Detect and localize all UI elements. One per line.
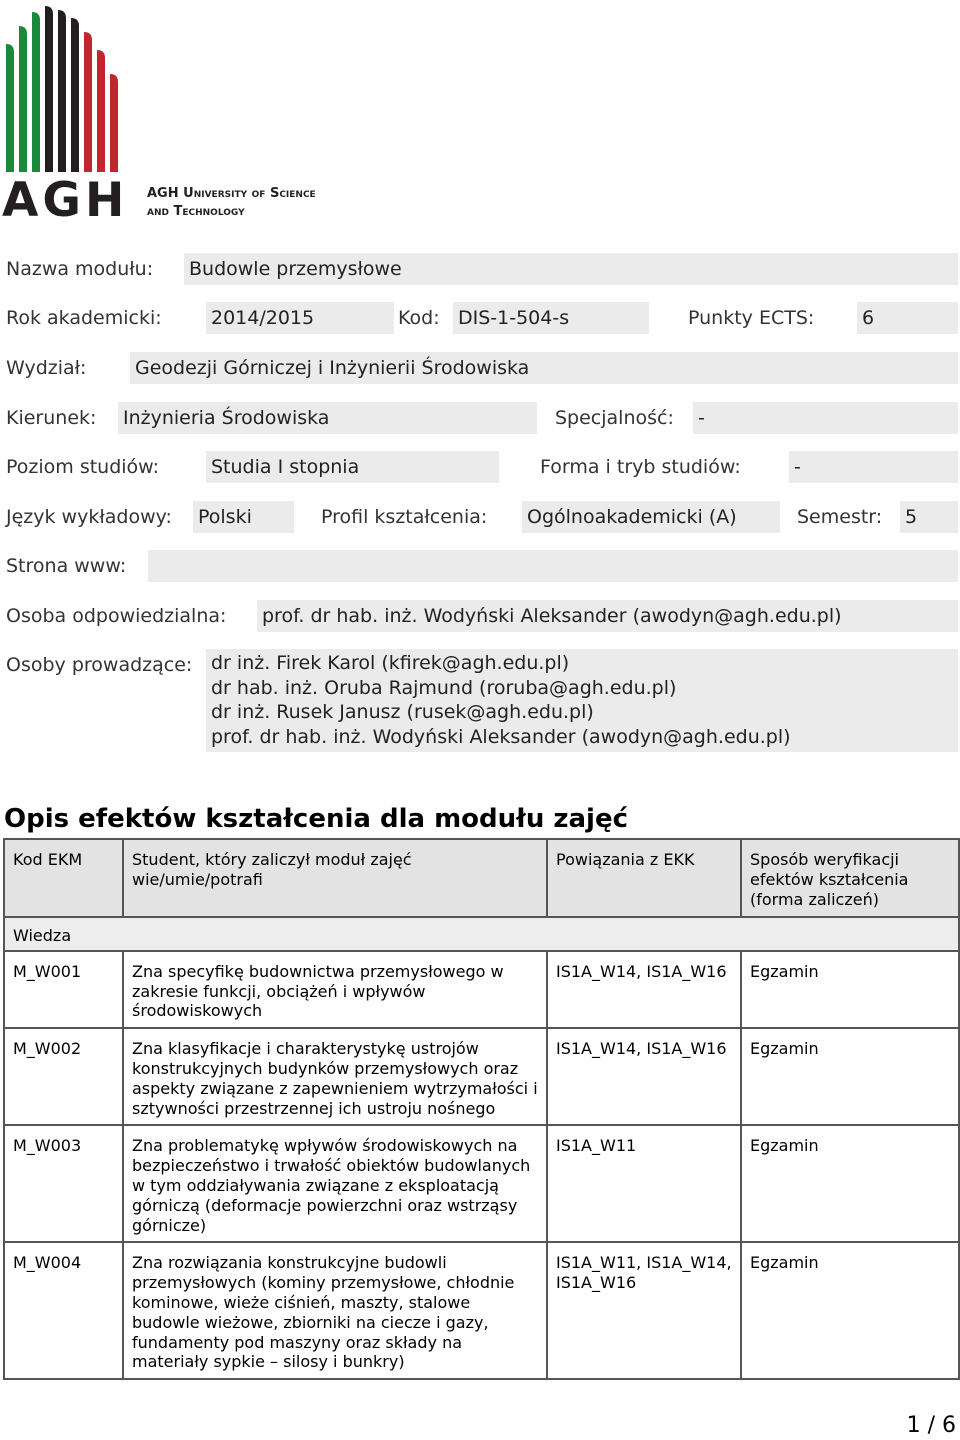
faculty-value: Geodezji Górniczej i Inżynierii Środowiska [130, 352, 958, 384]
row-code: M_W002 [4, 1028, 123, 1125]
academic-year-label: Rok akademicki: [6, 307, 162, 329]
level-value: Studia I stopnia [206, 451, 499, 483]
www-label: Strona www: [6, 555, 127, 577]
responsible-value: prof. dr hab. inż. Wodyński Aleksander (awodyn@agh.edu.pl) [257, 600, 958, 632]
level-label: Poziom studiów: [6, 456, 160, 478]
row-code: M_W003 [4, 1125, 123, 1242]
row-code: M_W001 [4, 951, 123, 1028]
row-verification: Egzamin [741, 1125, 959, 1242]
row-description: Zna specyfikę budownictwa przemysłowego w zakresie funkcji, obciążeń i wpływów środowiskowych [123, 951, 547, 1028]
outcomes-title: Opis efektów kształcenia dla modułu zajęć [4, 804, 629, 834]
table-row [4, 1125, 959, 1242]
responsible-label: Osoba odpowiedzialna: [6, 605, 227, 627]
profile-label: Profil kształcenia: [321, 506, 488, 528]
www-value [148, 550, 958, 582]
group-row [4, 917, 959, 951]
semester-value: 5 [900, 501, 958, 533]
row-verification: Egzamin [741, 951, 959, 1028]
row-ekk: IS1A_W11, IS1A_W14, IS1A_W16 [547, 1242, 741, 1379]
header-student: Student, który zaliczył moduł zajęć wie/umie/potrafi [123, 839, 547, 917]
row-ekk: IS1A_W11 [547, 1125, 741, 1242]
university-name [147, 185, 316, 221]
header-kod-ekm: Kod EKM [4, 839, 123, 917]
header-powiazania: Powiązania z EKK [547, 839, 741, 917]
specialty-value: - [693, 402, 958, 434]
field-value: Inżynieria Środowiska [118, 402, 537, 434]
profile-value: Ogólnoakademicki (A) [522, 501, 780, 533]
teachers-list [206, 649, 958, 752]
language-label: Język wykładowy: [6, 506, 172, 528]
teacher-item: dr inż. Rusek Janusz (rusek@agh.edu.pl) [211, 701, 594, 723]
row-verification: Egzamin [741, 1242, 959, 1379]
module-name-label: Nazwa modułu: [6, 258, 154, 280]
mode-label: Forma i tryb studiów: [540, 456, 741, 478]
row-description: Zna rozwiązania konstrukcyjne budowli przemysłowych (kominy przemysłowe, chłodnie kominowe, wieże ciśnień, maszty, stalowe budowle wieżowe, zbiorniki na ciecze i gazy, fundamenty pod maszyny oraz składy na materiały sypkie – silosy i bunkry) [123, 1242, 547, 1379]
module-name-value: Budowle przemysłowe [184, 253, 958, 285]
table-header-row [4, 839, 959, 917]
code-value: DIS-1-504-s [453, 302, 649, 334]
table-row [4, 951, 959, 1028]
university-line-1: AGH University of Science [147, 186, 316, 201]
row-description: Zna klasyfikacje i charakterystykę ustrojów konstrukcyjnych budynków przemysłowych oraz aspekty związane z zapewnieniem wytrzymałości i sztywności przestrzennej ich ustroju nośnego [123, 1028, 547, 1125]
faculty-label: Wydział: [6, 357, 87, 379]
table-row [4, 1028, 959, 1125]
academic-year-value: 2014/2015 [206, 302, 394, 334]
teacher-item: prof. dr hab. inż. Wodyński Aleksander (awodyn@agh.edu.pl) [211, 725, 791, 748]
ects-label: Punkty ECTS: [688, 307, 815, 329]
agh-wordmark: AGH [2, 173, 129, 228]
mode-value: - [789, 451, 958, 483]
university-line-2: and Technology [147, 204, 245, 219]
row-ekk: IS1A_W14, IS1A_W16 [547, 1028, 741, 1125]
row-description: Zna problematykę wpływów środowiskowych na bezpieczeństwo i trwałość obiektów budowlanych w tym oddziaływania związane z eksploatacją górniczą (deformacje powierzchni oraz wstrząsy górnicze) [123, 1125, 547, 1242]
row-ekk: IS1A_W14, IS1A_W16 [547, 951, 741, 1028]
page-number: 1 / 6 [906, 1413, 956, 1438]
teacher-item: dr inż. Firek Karol (kfirek@agh.edu.pl) [211, 652, 570, 674]
row-verification: Egzamin [741, 1028, 959, 1125]
semester-label: Semestr: [797, 506, 883, 528]
teacher-item: dr hab. inż. Oruba Rajmund (roruba@agh.edu.pl) [211, 676, 677, 699]
table-row [4, 1242, 959, 1379]
group-label: Wiedza [4, 917, 959, 951]
header-sposob-weryfikacji: Sposób weryfikacji efektów kształcenia (forma zaliczeń) [741, 839, 959, 917]
ects-value: 6 [857, 302, 958, 334]
specialty-label: Specjalność: [555, 407, 674, 429]
row-code: M_W004 [4, 1242, 123, 1379]
field-label: Kierunek: [6, 407, 97, 429]
language-value: Polski [193, 501, 294, 533]
code-label: Kod: [398, 307, 440, 329]
outcomes-table [3, 838, 960, 1380]
teachers-label: Osoby prowadzące: [6, 654, 193, 676]
